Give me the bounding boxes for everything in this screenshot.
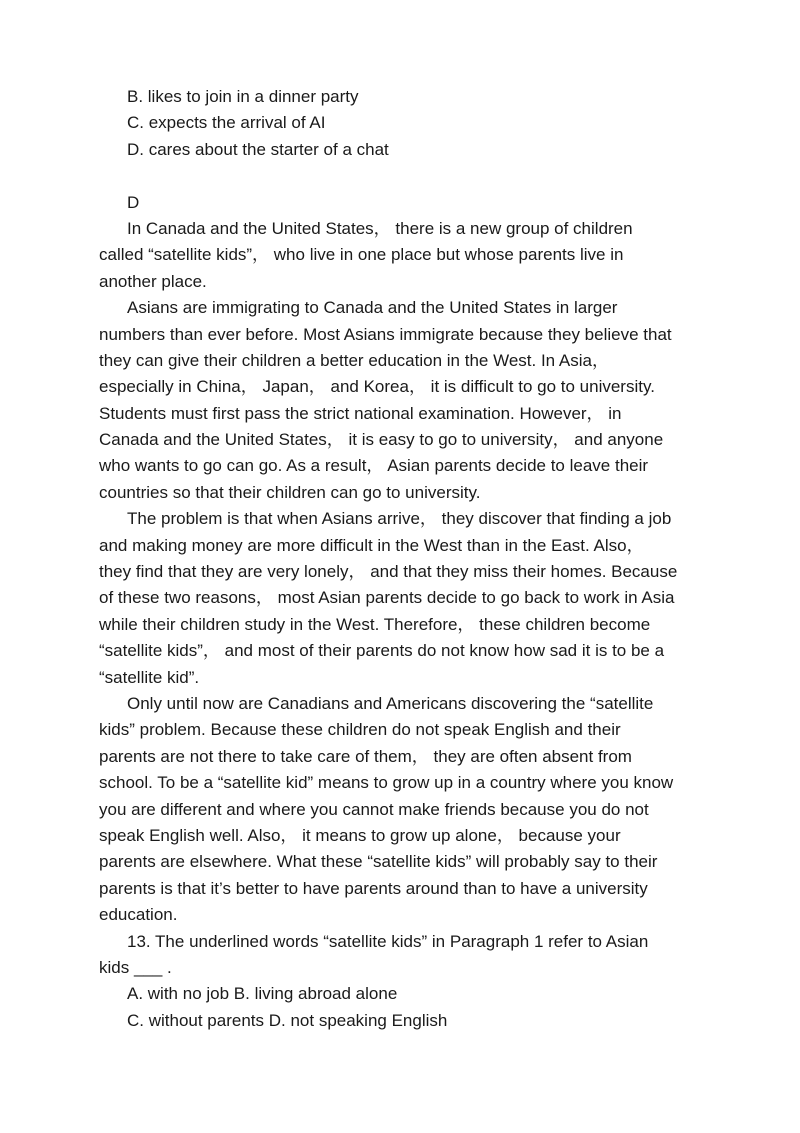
text-line: education. (99, 905, 178, 925)
text-line: called “satellite kids”， who live in one place but whose parents live in (99, 245, 624, 265)
text-line: Students must first pass the strict national examination. However， in (99, 403, 622, 423)
answer-options: A. with no job B. living abroad alone (127, 984, 398, 1004)
text-line: parents is that it’s better to have parents around than to have a university (99, 878, 648, 898)
passage-paragraph-4 (99, 691, 701, 929)
text-line: Canada and the United States， it is easy to go to university， and anyone (99, 430, 664, 450)
document-page (99, 84, 701, 1034)
text-line: another place. (99, 271, 207, 291)
text-line: especially in China， Japan， and Korea， it is difficult to go to university. (99, 377, 655, 397)
text-line: parents are not there to take care of them， they are often absent from (99, 746, 632, 766)
text-line: parents are elsewhere. What these “satellite kids” will probably say to their (99, 852, 658, 872)
text-line: and making money are more difficult in the West than in the East. Also， (99, 535, 644, 555)
text-line: speak English well. Also， it means to grow up alone， because your (99, 825, 621, 845)
text-line: “satellite kids”， and most of their parents do not know how sad it is to be a (99, 641, 665, 661)
text-line: of these two reasons， most Asian parents decide to go back to work in Asia (99, 588, 675, 608)
option-line: B. likes to join in a dinner party (127, 87, 359, 106)
passage-paragraph-3 (99, 506, 701, 691)
text-line: they can give their children a better education in the West. In Asia， (99, 350, 609, 370)
text-line: “satellite kid”. (99, 667, 200, 687)
text-line: Asians are immigrating to Canada and the United States in larger (127, 298, 618, 318)
question-stem: 13. The underlined words “satellite kids” in Paragraph 1 refer to Asian (127, 931, 649, 951)
previous-question-options (99, 84, 701, 163)
question-stem: kids ___ . (99, 957, 172, 977)
text-line: numbers than ever before. Most Asians immigrate because they believe that (99, 324, 672, 344)
section-label: D (127, 192, 140, 212)
text-line: while their children study in the West. Therefore， these children become (99, 614, 651, 634)
passage-paragraph-2 (99, 295, 701, 506)
text-line: kids” problem. Because these children do not speak English and their (99, 720, 621, 740)
text-line: who wants to go can go. As a result， Asian parents decide to leave their (99, 456, 649, 476)
text-line: countries so that their children can go to university. (99, 482, 481, 502)
text-line: The problem is that when Asians arrive， they discover that finding a job (127, 509, 672, 529)
option-line: C. expects the arrival of AI (127, 113, 326, 133)
blank-line (99, 163, 701, 189)
passage-paragraph-1 (99, 216, 701, 295)
text-line: school. To be a “satellite kid” means to grow up in a country where you know (99, 773, 674, 793)
answer-options: C. without parents D. not speaking English (127, 1010, 448, 1030)
question-13 (99, 929, 701, 1035)
option-line: D. cares about the starter of a chat (127, 139, 389, 159)
text-line: In Canada and the United States， there is a new group of children (127, 218, 633, 238)
text-line: they find that they are very lonely， and that they miss their homes. Because (99, 562, 678, 582)
text-line: you are different and where you cannot make friends because you do not (99, 799, 649, 819)
text-line: Only until now are Canadians and Americans discovering the “satellite (127, 693, 654, 713)
